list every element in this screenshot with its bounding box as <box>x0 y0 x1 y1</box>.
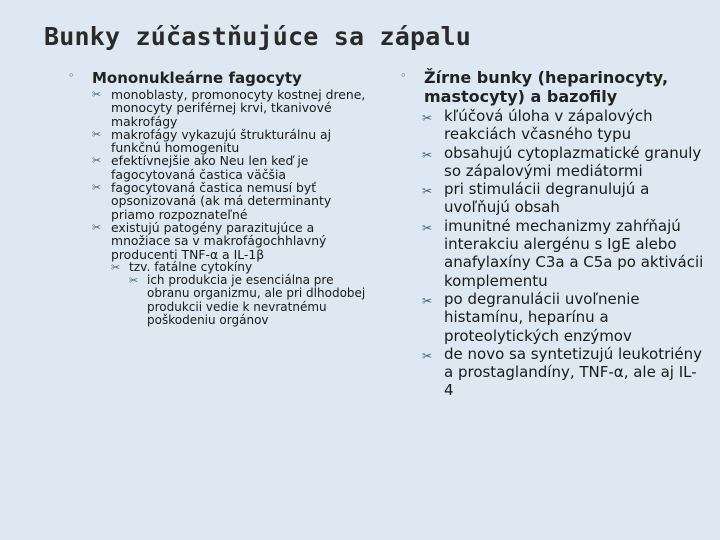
list-item: ✂ efektívnejšie ako Neu len keď je fagocytovaná častica väčšia <box>92 153 309 182</box>
list-item: ✂ existujú patogény parazitujúce a množiace sa v makrofágochhlavný producenti TNF-α a IL-1β ✂ tzv. fatálne cytokíny ✂ ich produkcia je esenciálna pre obranu organizmu, ale pri dlhodobej produkcii vedie k nevratnému poškodeniu orgánov <box>92 221 368 327</box>
list-item: ✂ fagocytovaná častica nemusí byť opsonizovaná (ak má determinanty priamo rozpoznateľné <box>92 180 332 222</box>
bullet-icon: ✂ <box>422 293 433 308</box>
bullet-icon: ✂ <box>422 184 433 199</box>
circle-bullet-icon: ◦ <box>68 69 75 82</box>
left-column <box>68 68 368 327</box>
circle-bullet-icon: ◦ <box>400 69 407 82</box>
bullet-icon: ✂ <box>92 88 102 101</box>
list-item: ✂ obsahujú cytoplazmatické granuly so zápalovými mediátormi <box>422 143 702 180</box>
list-item: ✂ pri stimulácii degranulujú a uvoľňujú obsah <box>422 180 650 217</box>
bullet-icon: ✂ <box>422 111 433 125</box>
bullet-icon: ✂ <box>422 147 433 162</box>
bullet-icon: ✂ <box>422 348 433 363</box>
list-item: ✂ makrofágy vykazujú štrukturálnu aj funkčnú homogenitu <box>92 126 332 156</box>
bullet-icon: ✂ <box>92 220 102 234</box>
left-heading-item <box>68 68 368 327</box>
bullet-icon: ✂ <box>422 220 433 235</box>
right-heading-item <box>400 68 705 400</box>
bullet-icon: ✂ <box>129 274 139 288</box>
right-heading: Žírne bunky (heparinocyty, mastocyty) a bazofily <box>424 68 669 106</box>
sub-list-item: ✂ tzv. fatálne cytokíny ✂ ich produkcia je esenciálna pre obranu organizmu, ale pri dlhodobej produkcii vedie k nevratnému poškodeniu orgánov <box>111 261 368 327</box>
list-item: ✂ kľúčová úloha v zápalových reakciách včasného typu <box>422 107 653 144</box>
list-item: ✂ po degranulácii uvoľnenie histamínu, heparínu a proteolytických enzýmov <box>422 289 640 345</box>
bullet-icon: ✂ <box>92 181 102 195</box>
slide-title: Bunky zúčastňujúce sa zápalu <box>44 22 472 51</box>
list-item: ✂ de novo sa syntetizujú leukotriény a prostaglandíny, TNF-α, ale aj IL-4 <box>422 344 703 400</box>
list-item: ✂ monoblasty, promonocyty kostnej drene, monocyty periférnej krvi, tkanivové makrofágy <box>92 87 366 129</box>
sub-sub-list-item: ✂ ich produkcia je esenciálna pre obranu organizmu, ale pri dlhodobej produkcii vedie k nevratnému poškodeniu orgánov <box>129 273 366 328</box>
bullet-icon: ✂ <box>92 154 102 168</box>
list-item: ✂ imunitné mechanizmy zahŕňajú interakciu alergénu s IgE alebo anafylaxíny C3a a C5a po aktivácii komplementu <box>422 216 704 290</box>
bullet-icon: ✂ <box>111 260 121 274</box>
bullet-icon: ✂ <box>92 127 102 141</box>
left-heading: Mononukleárne fagocyty <box>92 69 302 87</box>
right-column <box>400 68 705 400</box>
